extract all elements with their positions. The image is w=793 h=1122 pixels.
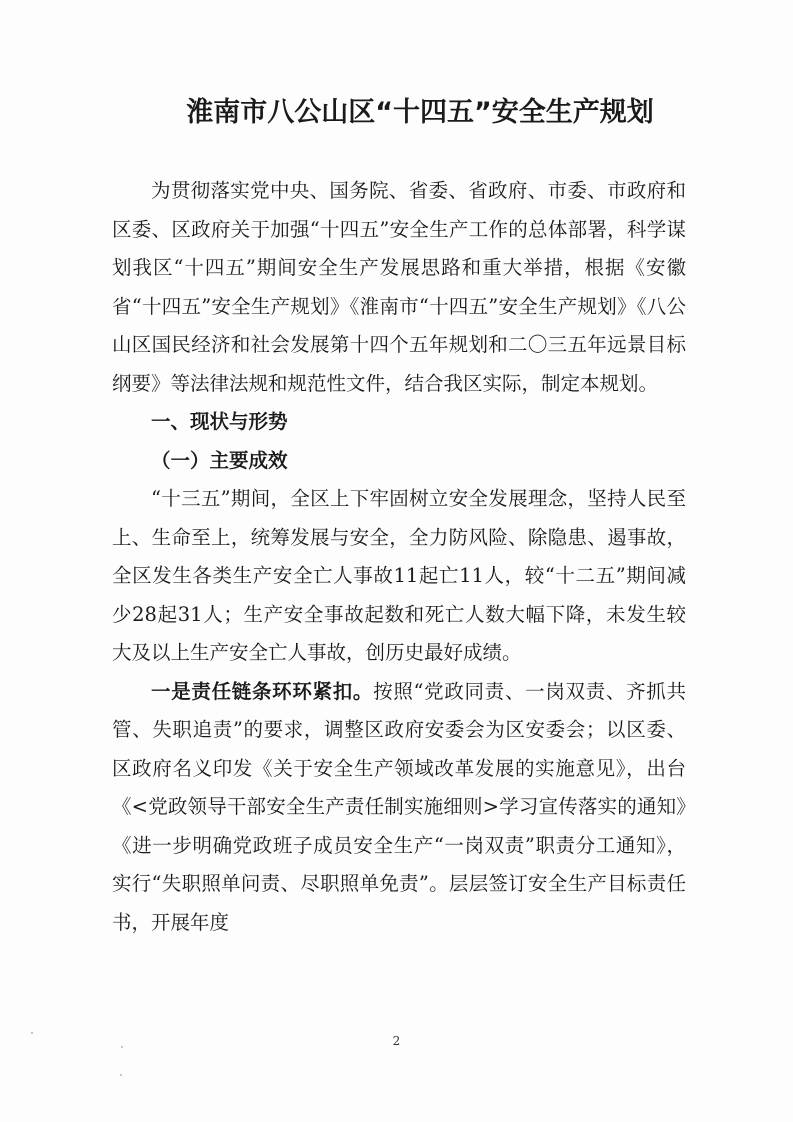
document-body xyxy=(112,172,686,942)
point1-text: 按照“党政同责、一岗双责、齐抓共管、失职追责”的要求，调整区政府安委会为区安委会；以区委、区政府名义印发《关于安全生产领域改革发展的实施意见》，出台《<党政领导干部安全生产责任制实施细则>学习宣传落实的通知》《进一步明确党政班子成员安全生产“一岗双责”职责分工通知》，实行“失职照单问责、尽职照单免责”。层层签订安全生产目标责任书，开展年度 xyxy=(112,679,686,934)
achievements-paragraph: “十三五”期间，全区上下牢固树立安全发展理念，坚持人民至上、生命至上，统筹发展与安全，全力防风险、除隐患、遏事故，全区发生各类生产安全亡人事故11起亡11人，较“十二五”期间减少28起31人；生产安全事故起数和死亡人数大幅下降，未发生较大及以上生产安全亡人事故，创历史最好成绩。 xyxy=(112,487,686,664)
scan-speck xyxy=(31,1032,33,1034)
document-title: 淮南市八公山区“十四五”安全生产规划 xyxy=(186,97,654,128)
intro-paragraph: 为贯彻落实党中央、国务院、省委、省政府、市委、市政府和区委、区政府关于加强“十四五”安全生产工作的总体部署，科学谋划我区“十四五”期间安全生产发展思路和重大举措，根据《安徽省“十四五”安全生产规划》《淮南市“十四五”安全生产规划》《八公山区国民经济和社会发展第十四个五年规划和二〇三五年远景目标纲要》等法律法规和规范性文件，结合我区实际，制定本规划。 xyxy=(112,179,686,395)
point1-paragraph xyxy=(112,673,686,943)
scan-speck xyxy=(120,1074,122,1076)
page-number: 2 xyxy=(392,1034,401,1048)
point1-lead: 一是责任链条环环紧扣。 xyxy=(151,679,374,703)
section-heading: 一、现状与形势 xyxy=(151,410,288,433)
subsection-heading: （一）主要成效 xyxy=(151,448,288,472)
scan-speck xyxy=(121,1046,123,1048)
